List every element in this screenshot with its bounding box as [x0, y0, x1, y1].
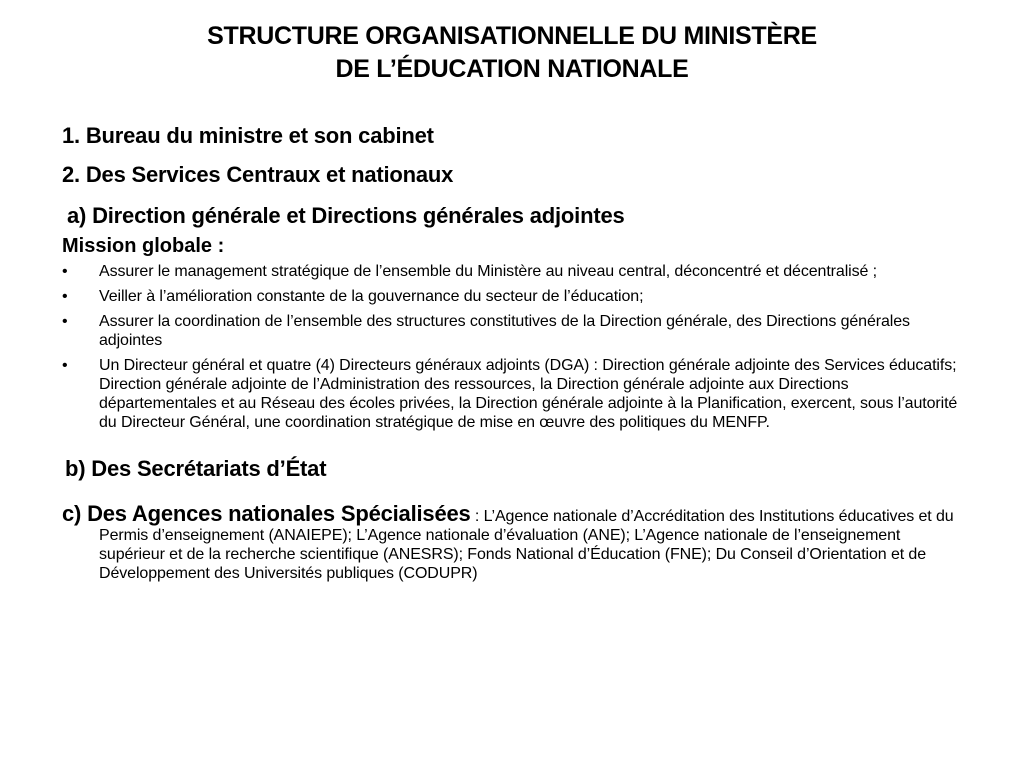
subheading-agences-nationales: c) Des Agences nationales Spécialisées: [62, 501, 471, 526]
subheading-direction-generale: a) Direction générale et Directions générales adjointes: [67, 203, 625, 228]
bullet-text: Assurer la coordination de l’ensemble des structures constitutives de la Direction générale, des Directions générales adjointes: [99, 313, 910, 349]
bullet-dot-icon: •: [62, 263, 68, 280]
bullet-dot-icon: •: [62, 313, 68, 330]
slide-body: [62, 122, 962, 583]
slide-title: [80, 20, 944, 86]
mission-label: Mission globale :: [62, 235, 225, 257]
heading-services-centraux: 2. Des Services Centraux et nationaux: [62, 162, 454, 187]
slide-title-line-2: DE L’ÉDUCATION NATIONALE: [335, 55, 689, 83]
bullet-text: Un Directeur général et quatre (4) Directeurs généraux adjoints (DGA) : Direction générale adjointe des Services éducatifs; Direction générale adjointe de l’Administration des ressources, la Direction générale adjointe aux Directions départementales et au Réseau des écoles privées, la Direction générale adjointe à la Planification, exercent, sous l’autorité du Directeur Général, une coordination stratégique de mise en œuvre des politiques du MENFP.: [99, 357, 958, 431]
bullet-item: [62, 262, 962, 281]
mission-bullet-list: [62, 262, 962, 432]
subheading-secretariats-etat: b) Des Secrétariats d’État: [65, 456, 327, 481]
bullet-dot-icon: •: [62, 288, 68, 305]
heading-bureau-ministre: 1. Bureau du ministre et son cabinet: [62, 123, 434, 148]
bullet-item: [62, 312, 962, 350]
bullet-text: Assurer le management stratégique de l’ensemble du Ministère au niveau central, déconcentré et décentralisé ;: [99, 263, 877, 280]
agencies-text: : L’Agence nationale d’Accréditation des Institutions éducatives et du Permis d’enseignement (ANAIEPE); L’Agence nationale d’évaluation (ANE); L’Agence nationale de l’enseignement supérieur et de la recherche scientifique (ANESRS); Fonds National d’Éducation (FNE); Du Conseil d’Orientation et de Développement des Universités publiques (CODUPR): [99, 508, 954, 582]
agencies-paragraph: [62, 501, 962, 583]
bullet-item: [62, 287, 962, 306]
slide-title-line-1: STRUCTURE ORGANISATIONNELLE DU MINISTÈRE: [207, 22, 817, 50]
bullet-dot-icon: •: [62, 357, 68, 374]
bullet-item: [62, 356, 962, 432]
bullet-text: Veiller à l’amélioration constante de la gouvernance du secteur de l’éducation;: [99, 288, 644, 305]
